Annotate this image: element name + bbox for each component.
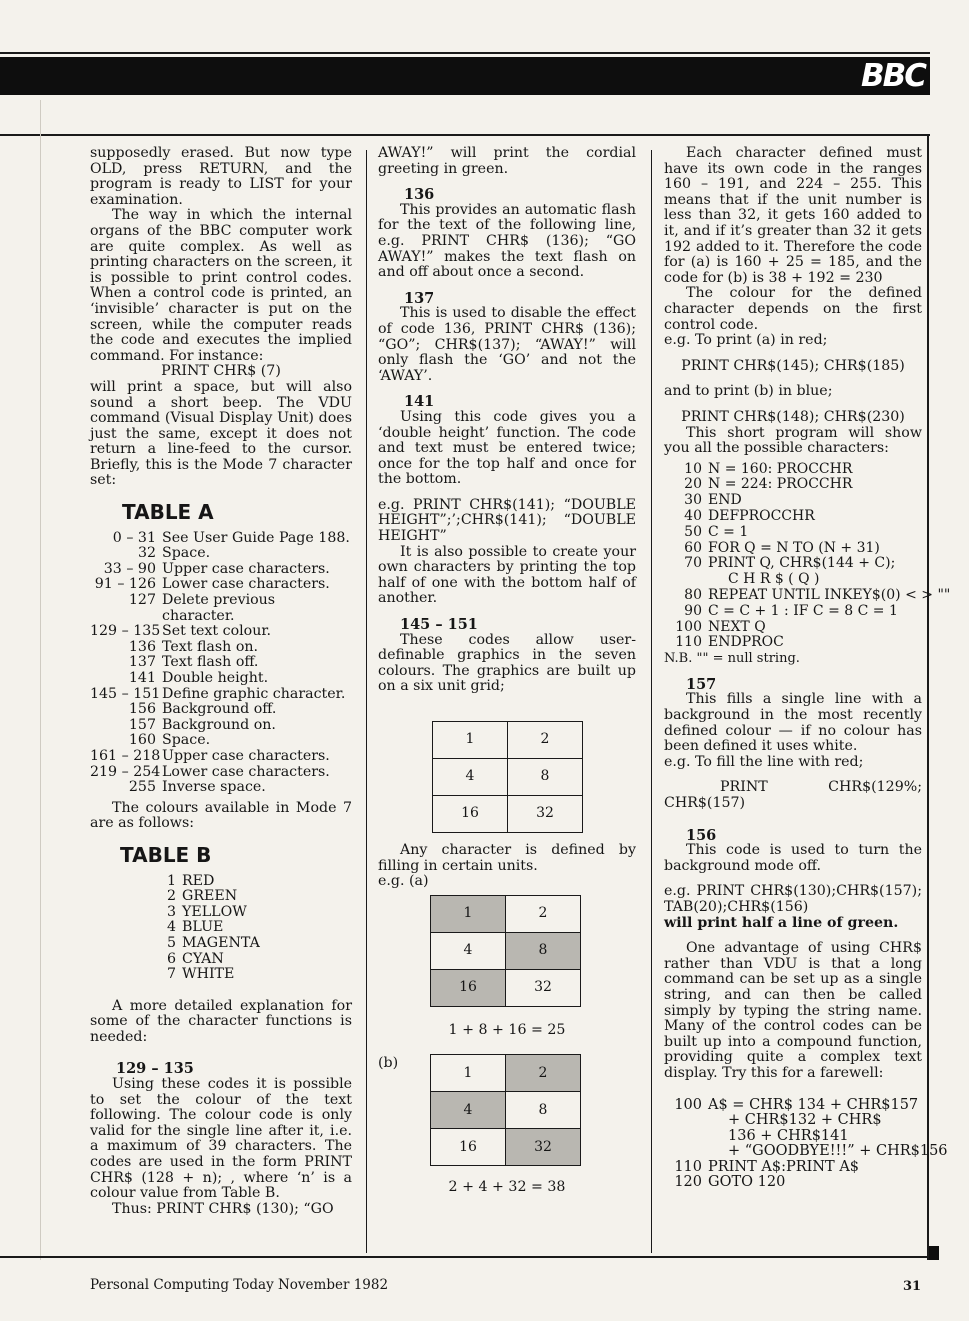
code-description: CYAN — [182, 950, 224, 967]
paragraph: Using this code gives you a ‘double height’ function. The code and text must be entered twice; once for the top half and once for the bottom. — [378, 408, 636, 488]
line-number — [664, 572, 708, 588]
line-number — [664, 1129, 708, 1145]
code-description: RED — [182, 872, 215, 889]
line-text: ENDPROC — [708, 634, 784, 651]
table-b-title: TABLE B — [120, 842, 212, 867]
code-example: PRINT CHR$ (7) — [161, 363, 281, 380]
grid-cell: 4 — [433, 759, 508, 796]
listing-line — [664, 1129, 922, 1145]
code-value: 3 — [166, 903, 176, 920]
code-description: Space. — [162, 732, 211, 749]
paragraph: A more detailed explanation for some of the character functions is needed: — [90, 997, 352, 1045]
code-description: BLUE — [182, 919, 224, 936]
listing-line — [664, 509, 922, 525]
code-value: 161 – 218 — [90, 747, 161, 764]
table-row — [90, 546, 352, 562]
table-row — [90, 624, 352, 640]
grid-cell: 1 — [431, 895, 506, 932]
code-description: MAGENTA — [182, 934, 260, 951]
bbc-logo: BBC — [858, 58, 928, 94]
line-text: C H R $ ( Q ) — [728, 571, 820, 588]
line-number: 50 — [684, 523, 702, 540]
listing-line — [664, 525, 922, 541]
listing-line — [664, 493, 922, 509]
table-row — [90, 671, 352, 687]
listing-line — [664, 604, 922, 620]
listing-line — [664, 1175, 922, 1191]
bottom-rule — [0, 1256, 930, 1258]
top-rule — [0, 52, 930, 54]
table-row — [90, 655, 352, 671]
table-row — [90, 733, 352, 749]
code-value: 1 — [166, 872, 176, 889]
sum-a: 1 + 8 + 16 = 25 — [448, 1021, 566, 1038]
code-value: 6 — [166, 950, 176, 967]
footnote: N.B. "" = null string. — [664, 651, 800, 667]
unit-grid — [432, 721, 583, 833]
code-value: 141 — [128, 670, 156, 686]
line-number: 80 — [684, 587, 702, 604]
paragraph: Any character is defined by filling in certain units. — [378, 842, 636, 874]
program-listing — [664, 460, 951, 652]
listing-line — [664, 1098, 922, 1114]
paragraph: Thus: PRINT CHR$ (130); “GO — [112, 1200, 334, 1217]
line-text: FOR Q = N TO (N + 31) — [708, 539, 880, 556]
listing-line — [664, 541, 922, 557]
listing-line — [664, 1143, 948, 1160]
line-text: NEXT Q — [708, 618, 766, 635]
table-a-title: TABLE A — [122, 500, 214, 525]
grid-cell: 8 — [506, 1092, 581, 1129]
line-number: 60 — [684, 539, 702, 556]
code-description: Background on. — [162, 716, 276, 733]
grid-cell: 32 — [506, 969, 581, 1006]
line-number: 70 — [684, 555, 702, 572]
line-number: 30 — [684, 492, 702, 509]
paragraph: e.g. To fill the line with red; — [664, 753, 864, 770]
line-number: 110 — [674, 1158, 702, 1175]
table-b — [90, 874, 352, 983]
grid-cell: 4 — [431, 932, 506, 969]
section-heading: 141 — [404, 393, 435, 411]
column-2 — [378, 146, 636, 1196]
listing-line — [664, 587, 951, 604]
grid-cell: 32 — [506, 1129, 581, 1166]
grid-cell: 4 — [431, 1092, 506, 1129]
header-banner — [0, 57, 930, 95]
paragraph: This provides an automatic flash for the text of the following line, e.g. PRINT CHR$ (136); “GO AWAY!” makes the text flash on and off about once a second. — [378, 201, 636, 281]
listing-line — [664, 620, 922, 636]
paragraph: The colour for the defined character depends on the first control code. — [664, 285, 922, 333]
code-example: PRINT CHR$(145); CHR$(185) — [681, 357, 905, 374]
line-number: 20 — [684, 476, 702, 493]
line-number — [664, 1113, 708, 1129]
paragraph: This fills a single line with a background in the most recently defined colour — if no colour has been defined it uses white. — [664, 691, 922, 755]
code-description: Set text colour. — [162, 623, 272, 640]
paragraph: Using these codes it is possible to set the colour of the text following. The colour code is only valid for the single line after it, i.e. a maximum of 39 characters. The codes are used in the form PRINT CHR$ (128 + n); , where ‘n’ is a colour value from Table B. — [90, 1076, 352, 1202]
page-number: 31 — [903, 1279, 922, 1294]
code-description: Delete previous character. — [162, 592, 276, 624]
listing-line — [664, 556, 922, 572]
line-number — [664, 1144, 708, 1160]
code-description: Lower case characters. — [162, 576, 330, 593]
line-text: 136 + CHR$141 — [728, 1127, 849, 1144]
line-text: END — [708, 492, 742, 509]
paragraph: e.g. PRINT CHR$(141); “DOUBLE HEIGHT”;’;CHR$(141); “DOUBLE HEIGHT” — [378, 496, 636, 545]
listing-line — [664, 477, 922, 493]
code-description: WHITE — [182, 966, 235, 983]
code-description: Text flash off. — [162, 654, 259, 671]
code-value: 33 – 90 — [103, 560, 156, 577]
paragraph: Each character defined must have its own code in the ranges 160 – 191, and 224 – 255. This means that if the unit number is less than 32, it gets 160 added to it, and if it’s greater than 32 it gets 192 added to it. Therefore the code for (a) is 160 + 25 = 185, and the code for (b) is 38 + 192 = 230 — [664, 145, 922, 286]
end-of-article-mark — [929, 1246, 939, 1260]
table-row — [90, 702, 352, 718]
code-description: See User Guide Page 188. — [162, 529, 350, 546]
listing-line — [664, 572, 922, 588]
section-heading: 156 — [686, 826, 717, 844]
table-row — [90, 718, 352, 734]
line-number: 120 — [674, 1174, 702, 1191]
table-row — [90, 577, 352, 593]
code-value: 32 — [137, 545, 156, 562]
table-row — [90, 905, 352, 921]
code-value: 2 — [166, 888, 176, 905]
table-row — [90, 531, 352, 547]
line-number: 110 — [675, 634, 702, 651]
line-text: + CHR$132 + CHR$ — [728, 1112, 882, 1129]
paragraph: e.g. PRINT CHR$(130);CHR$(157); TAB(20);CHR$(156) — [664, 883, 922, 915]
paragraph: supposedly erased. But now type OLD, press RETURN, and the program is ready to LIST for your examination. — [90, 145, 352, 208]
code-description: YELLOW — [182, 903, 247, 920]
paragraph: It is also possible to create your own characters by printing the top half of one with the bottom half of another. — [378, 543, 636, 607]
code-description: Upper case characters. — [162, 747, 330, 764]
table-row — [90, 874, 352, 890]
grid-cell: 1 — [433, 722, 508, 759]
section-heading: 145 – 151 — [400, 616, 478, 634]
code-value: 7 — [166, 966, 176, 983]
line-text: GOTO 120 — [708, 1174, 786, 1191]
column-divider — [651, 150, 652, 1253]
section-heading: 157 — [686, 675, 717, 693]
line-text: PRINT Q, CHR$(144 + C); — [708, 555, 896, 572]
paragraph: AWAY!” will print the cordial greeting in green. — [378, 145, 636, 177]
grid-cell: 1 — [431, 1055, 506, 1092]
footer-publication: Personal Computing Today November 1982 — [90, 1277, 389, 1293]
line-text: C = 1 — [708, 523, 749, 540]
listing-line — [664, 462, 922, 478]
column-1 — [90, 146, 352, 1217]
listing-line — [664, 635, 922, 651]
line-text: PRINT A$:PRINT A$ — [708, 1158, 860, 1175]
code-value: 129 – 135 — [90, 623, 161, 640]
code-description: Text flash on. — [162, 638, 259, 655]
line-text: C = C + 1 : IF C = 8 C = 1 — [708, 602, 898, 619]
code-value: 219 – 254 — [90, 763, 161, 780]
paragraph: One advantage of using CHR$ rather than VDU is that a long command can be set up as a single string, and can then be called simply by typing the string name. Many of the control codes can be built up into a compound function, providing quite a complex text display. Try this for a farewell: — [664, 940, 922, 1081]
table-row — [90, 562, 352, 578]
line-text: REPEAT UNTIL INKEY$(0) < > "" — [708, 587, 951, 604]
code-value: 91 – 126 — [94, 576, 156, 593]
grid-cell: 2 — [506, 1055, 581, 1092]
paragraph: The colours available in Mode 7 are as follows: — [90, 799, 352, 832]
code-value: 160 — [128, 732, 156, 749]
sum-b: 2 + 4 + 32 = 38 — [448, 1179, 566, 1196]
grid-cell: 32 — [508, 796, 583, 833]
code-description: Double height. — [162, 670, 269, 686]
table-row — [90, 967, 352, 983]
paragraph: This is used to disable the effect of code 136, PRINT CHR$ (136); “GO”; CHR$(137); “AWAY!” will only flash the ‘GO’ and not the ‘AWAY’. — [378, 305, 636, 384]
header-rule — [0, 134, 930, 136]
table-row — [90, 889, 352, 905]
table-row — [90, 780, 352, 796]
column-3 — [664, 145, 951, 1191]
grid-cell: 16 — [431, 1129, 506, 1166]
line-text: + “GOODBYE!!!” + CHR$156 — [728, 1143, 948, 1160]
code-description: Background off. — [162, 701, 277, 718]
code-value: 5 — [166, 934, 176, 951]
code-description: Define graphic character. — [162, 685, 346, 702]
listing-line — [664, 1113, 922, 1129]
code-value: 137 — [128, 654, 156, 671]
line-text: N = 160: PROCCHR — [708, 460, 853, 477]
table-row — [90, 749, 352, 765]
column-divider — [366, 150, 367, 1253]
table-row — [90, 952, 352, 968]
table-row — [90, 593, 352, 624]
code-value: 4 — [166, 919, 176, 936]
table-row — [90, 687, 352, 703]
paragraph: The way in which the internal organs of the BBC computer work are quite complex. As well as printing characters on the screen, it is possible to print control codes. When a control code is printed, an ‘invisible’ character is put on the screen, while the computer reads the code and executes the implied command. For instance: — [90, 207, 352, 364]
paragraph: This short program will show you all the possible characters: — [664, 424, 922, 457]
unit-grid-example-b — [430, 1054, 581, 1166]
line-number: 40 — [684, 508, 702, 525]
line-number: 10 — [684, 460, 702, 477]
code-value: 136 — [128, 638, 156, 655]
paragraph: will print a space, but will also sound a short beep. The VDU command (Visual Display Unit) does just the same, except it does not return a line-feed to the cursor. Briefly, this is the Mode 7 character set: — [90, 378, 352, 489]
paragraph-bold: will print half a line of green. — [664, 914, 899, 931]
table-a — [90, 531, 352, 796]
unit-grid-example-a — [430, 895, 581, 1007]
table-row — [90, 920, 352, 936]
line-text: N = 224: PROCCHR — [708, 476, 853, 493]
section-heading: 137 — [404, 289, 435, 307]
code-example: PRINT CHR$(148); CHR$(230) — [681, 408, 905, 425]
line-number: 100 — [675, 618, 702, 635]
grid-cell: 16 — [431, 969, 506, 1006]
code-value: 0 – 31 — [112, 529, 156, 546]
line-text: DEFPROCCHR — [708, 508, 815, 525]
code-description: Space. — [162, 545, 211, 562]
table-row — [90, 936, 352, 952]
section-heading: 129 – 135 — [116, 1060, 194, 1078]
section-heading: 136 — [404, 186, 435, 204]
table-row — [90, 640, 352, 656]
grid-cell: 16 — [433, 796, 508, 833]
code-description: GREEN — [182, 888, 238, 905]
grid-cell: 2 — [506, 895, 581, 932]
code-description: Inverse space. — [162, 779, 266, 796]
code-description: Lower case characters. — [162, 763, 330, 780]
code-value: 127 — [128, 592, 156, 609]
line-text: A$ = CHR$ 134 + CHR$157 — [708, 1096, 919, 1113]
code-value: 145 – 151 — [90, 685, 161, 702]
paragraph: and to print (b) in blue; — [664, 383, 833, 400]
listing-line — [664, 1160, 922, 1176]
grid-cell: 8 — [508, 759, 583, 796]
code-example: PRINT CHR$(129%; CHR$(157) — [664, 779, 922, 811]
line-number: 90 — [684, 602, 702, 619]
table-row — [90, 765, 352, 781]
grid-cell: 8 — [506, 932, 581, 969]
grid-cell: 2 — [508, 722, 583, 759]
code-value: 255 — [128, 779, 156, 796]
paragraph: e.g. To print (a) in red; — [664, 332, 828, 349]
example-label: e.g. (a) — [378, 873, 429, 890]
line-number: 100 — [674, 1096, 702, 1113]
paragraph: This code is used to turn the background mode off. — [664, 842, 922, 874]
code-description: Upper case characters. — [162, 560, 330, 577]
code-value: 157 — [128, 716, 156, 733]
example-label: (b) — [378, 1055, 399, 1072]
right-border-rule — [927, 134, 929, 1260]
page-margin-line — [40, 100, 41, 1260]
program-listing — [664, 1096, 948, 1192]
paragraph: These codes allow user-definable graphics in the seven colours. The graphics are built up on a six unit grid; — [378, 631, 636, 695]
code-value: 156 — [128, 701, 156, 718]
